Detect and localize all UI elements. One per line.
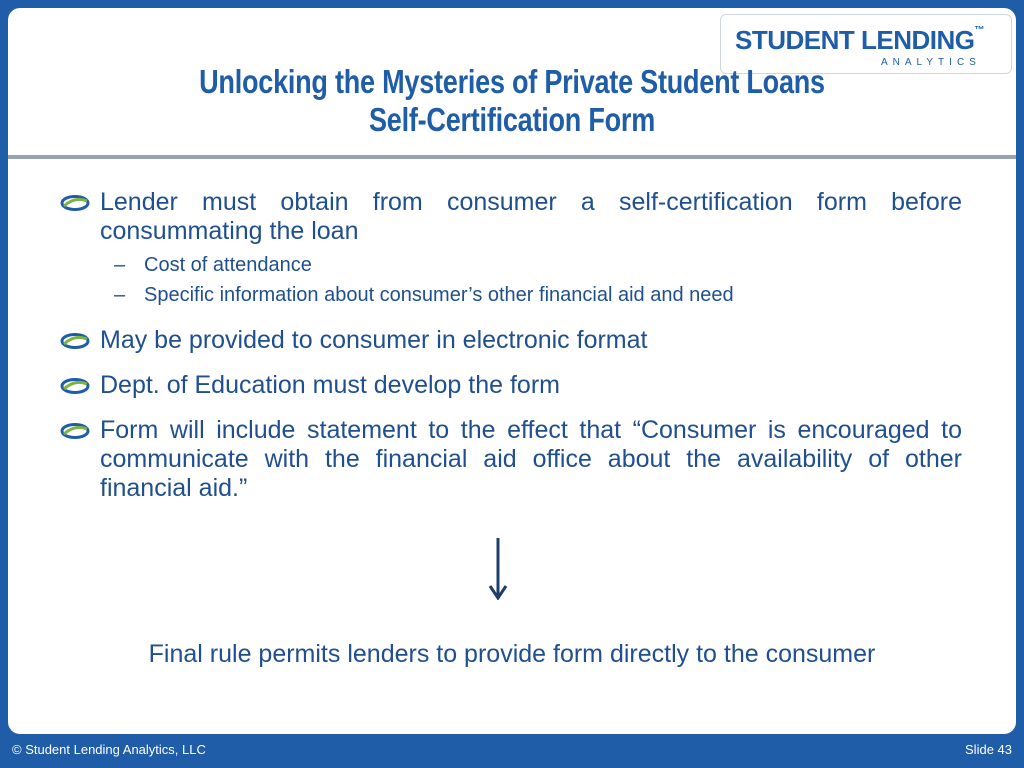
swirl-bullet-icon bbox=[60, 194, 90, 212]
bullet-item: Dept. of Education must develop the form bbox=[60, 371, 962, 400]
title-line-1: Unlocking the Mysteries of Private Student Loans bbox=[199, 63, 825, 100]
bullet-item: Lender must obtain from consumer a self-certification form before consummating the loan – Cost of attendance – Specific information about consumer’s other financial aid and need bbox=[60, 188, 962, 310]
down-arrow-icon bbox=[488, 536, 508, 600]
slide bbox=[8, 8, 1016, 734]
bullet-item: May be provided to consumer in electronic format bbox=[60, 326, 962, 355]
title-line-2: Self-Certification Form bbox=[368, 101, 656, 138]
swirl-bullet-icon bbox=[60, 377, 90, 395]
footer-slide-number: Slide 43 bbox=[965, 742, 1012, 757]
logo-subtitle: ANALYTICS bbox=[881, 57, 981, 68]
swirl-bullet-icon bbox=[60, 422, 90, 440]
bullet-item: Form will include statement to the effect that “Consumer is encouraged to communicate with the financial aid office about the availability of other financial aid.” bbox=[60, 416, 962, 503]
logo-wordmark: STUDENT LENDING™ bbox=[735, 25, 984, 55]
sub-item: – Cost of attendance bbox=[114, 254, 312, 276]
swirl-bullet-icon bbox=[60, 332, 90, 350]
sub-item: – Specific information about consumer’s other financial aid and need bbox=[114, 284, 734, 306]
bullet-list bbox=[60, 188, 962, 519]
sub-list bbox=[100, 250, 962, 310]
page-title bbox=[99, 63, 926, 139]
final-rule-text: Final rule permits lenders to provide form directly to the consumer bbox=[148, 640, 876, 668]
footer-copyright: © Student Lending Analytics, LLC bbox=[12, 742, 206, 757]
title-divider bbox=[8, 155, 1016, 159]
